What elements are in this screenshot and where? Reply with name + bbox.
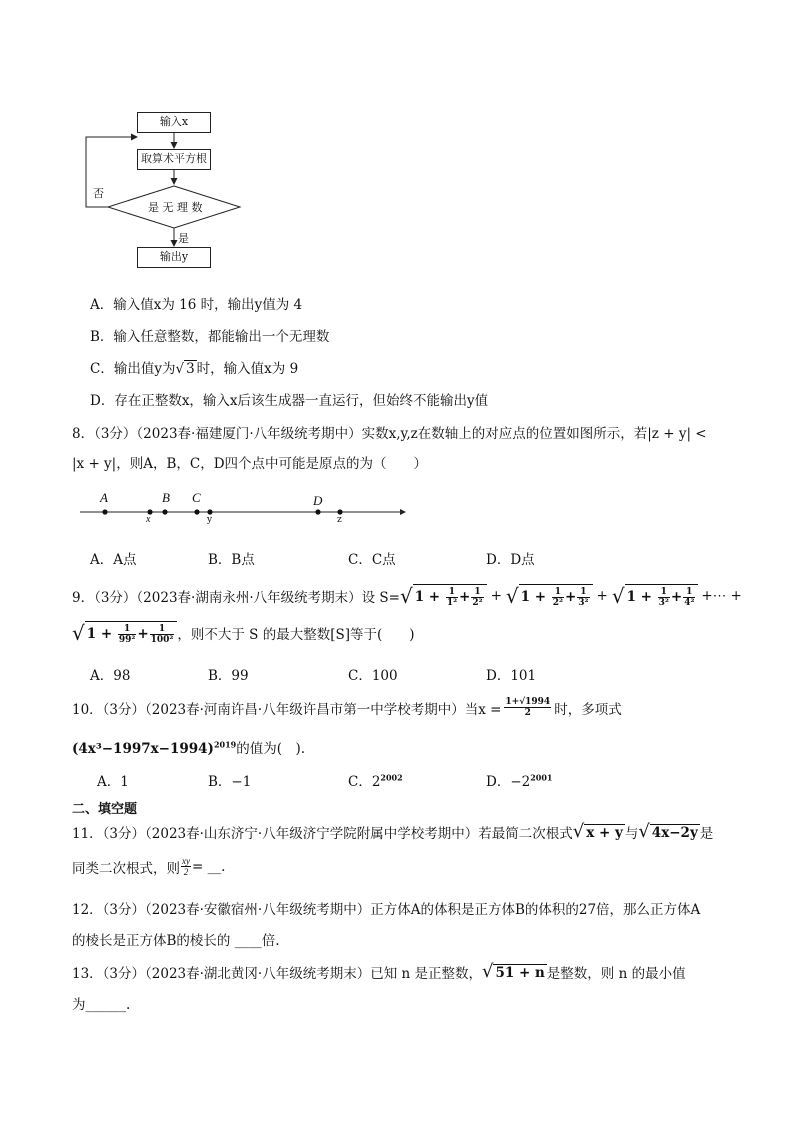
sqrt-icon: √ — [572, 821, 585, 842]
q9-option-d: D．101 — [486, 668, 537, 684]
q9-ellipsis: +⋯ + — [701, 588, 742, 604]
q10-option-b: B．−1 — [208, 774, 252, 790]
q11-rad2: 4x−2y — [651, 824, 698, 841]
flow-sqrt-label: 取算术平方根 — [141, 152, 207, 165]
q9-term3: 1 + $\frac{1}{\text{3²}}$ + $\frac{1}{\text{4²}}$ — [625, 584, 699, 608]
sqrt-icon: √ — [505, 584, 519, 608]
flow-decision-label: 是 无 理 数 — [148, 201, 203, 214]
q10-line1 — [72, 697, 622, 718]
flow-yes-label: 是 — [178, 232, 189, 245]
q8-line1: 8．（3分）（2023春·福建厦门·八年级统考期中）实数x,y,z在数轴上的对应点的位置如图所示，若|z + y| < — [72, 426, 707, 442]
sqrt-icon: √ — [638, 821, 650, 842]
point-z — [337, 509, 342, 514]
q7-option-c-post: 时，输入值x为 9 — [196, 361, 299, 377]
flow-output-box — [137, 247, 211, 268]
q7-option-c-rad: 3 — [186, 361, 195, 377]
label-d: D — [313, 493, 323, 508]
point-c — [194, 509, 199, 514]
point-d — [315, 509, 320, 514]
q11-line1-text: 11．（3分）（2023春·山东济宁·八年级济宁学院附属中学校考期中）若最简二次根式 — [72, 826, 573, 842]
q8-option-c: C．C点 — [348, 552, 396, 568]
q12-line2: 的棱长是正方体B的棱长的 ____倍. — [72, 933, 280, 949]
flow-input-label: 输入x — [159, 115, 189, 128]
q7-option-c — [90, 357, 298, 377]
q13-line1 — [72, 962, 686, 982]
q8-option-a: A．A点 — [90, 552, 137, 568]
q9-term-last: 1 + $\frac{1}{\text{99²}}$ + $\frac{1}{\text{100²}}$ — [85, 621, 178, 645]
flow-sqrt-box — [137, 149, 211, 170]
q12-line1: 12．（3分）（2023春·安徽宿州·八年级统考期中）正方体A的体积是正方体B的体积的27倍，那么正方体A — [72, 902, 701, 918]
point-y — [207, 509, 212, 514]
q10-option-c: C．$2^{2002}$ — [348, 772, 403, 790]
q10-option-d: D．$-2^{2001}$ — [486, 772, 553, 790]
sqrt-icon: √ — [175, 361, 185, 377]
sqrt-icon: √ — [611, 584, 625, 608]
q13-rad: 51 + n — [495, 964, 545, 981]
q8-option-d: D．D点 — [486, 552, 535, 568]
q10-option-a: A．1 — [97, 774, 129, 790]
q11-rad1: x + y — [586, 824, 623, 841]
point-b — [162, 509, 167, 514]
q13-line2: 为______. — [72, 997, 131, 1013]
label-y: y — [207, 515, 213, 525]
q11-mid: 与 — [624, 826, 639, 842]
q11-line2-post: = __. — [192, 858, 226, 875]
flowchart — [80, 108, 250, 273]
label-c: C — [192, 490, 201, 505]
q10-line1-post: 时，多项式 — [554, 701, 622, 718]
q11-line2-pre: 同类二次根式，则 — [72, 860, 180, 877]
label-a: A — [100, 490, 108, 505]
q8-line2: |x + y|，则A，B，C，D四个点中可能是原点的为（ ） — [72, 456, 428, 472]
flow-output-label: 输出y — [159, 250, 189, 263]
q9-option-c: C．100 — [348, 668, 398, 684]
q11-tail: 是 — [699, 826, 714, 842]
q9-prefix: 9．（3分）（2023春·湖南永州·八年级统考期末）设 S= — [72, 590, 400, 606]
q13-line1-pre: 13．（3分）（2023春·湖北黄冈·八年级统考期末）已知 n 是正整数， — [72, 966, 482, 982]
q10-line2: $(4x^3-1997x-1994)^{2019}$的值为( ). — [72, 739, 306, 757]
q11-fraction: $\frac{xy}{2}$ — [182, 856, 190, 877]
q13-line1-post: 是整数，则 n 的最小值 — [546, 966, 686, 982]
q7-option-b: B．输入任意整数，都能输出一个无理数 — [90, 329, 330, 345]
q10-fraction: $\frac{1+√1994}{2}$ — [505, 697, 551, 718]
q8-option-b: B．B点 — [208, 552, 255, 568]
q9-line2-suffix: ，则不大于 S 的最大整数[S]等于( ) — [177, 627, 415, 643]
point-a — [102, 509, 107, 514]
sqrt-icon: √ — [72, 621, 85, 645]
label-x: x — [146, 514, 151, 525]
sqrt-icon: √ — [399, 584, 413, 608]
number-line-svg — [78, 488, 408, 528]
section-title: 二、填空题 — [72, 802, 138, 817]
q7-option-d: D．存在正整数x，输入x后该生成器一直运行，但始终不能输出y值 — [90, 393, 489, 409]
q9-term1: 1 + $\frac{1}{\text{1²}}$ + $\frac{1}{\text{2²}}$ — [413, 584, 487, 608]
sqrt-icon: √ — [481, 961, 494, 982]
q9-option-b: B．99 — [208, 668, 249, 684]
q8-number-line — [78, 488, 408, 528]
q9-line2 — [72, 621, 415, 645]
q11-line2 — [72, 856, 225, 877]
q9-line1: 9．（3分）（2023春·湖南永州·八年级统考期末）设 S= √ 1 + $\frac{1}{\text{1²}}$ + $\frac{1}{\text{2²}}$ + √ 1 + $\frac{1}{\text{2²}}$ + $\frac{1}{\text{3²}}$ + √ 1 + $\frac{1}{\text{3²}}$ + $\frac{1}{\text{4²}}$ +⋯ + — [72, 584, 742, 608]
q10-line1-pre: 10．（3分）（2023春·河南许昌·八年级许昌市第一中学校考期中）当x = — [72, 701, 502, 718]
q11-line1 — [72, 822, 713, 842]
flow-input-box — [137, 112, 211, 133]
label-z: z — [337, 515, 342, 525]
q7-option-c-pre: C．输出值y为 — [90, 361, 176, 377]
label-b: B — [162, 490, 170, 505]
flow-no-label: 否 — [93, 187, 104, 200]
q9-term2: 1 + $\frac{1}{\text{2²}}$ + $\frac{1}{\text{3²}}$ — [519, 584, 593, 608]
q9-option-a: A．98 — [90, 668, 131, 684]
q7-option-a: A．输入值x为 16 时，输出y值为 4 — [90, 297, 303, 313]
